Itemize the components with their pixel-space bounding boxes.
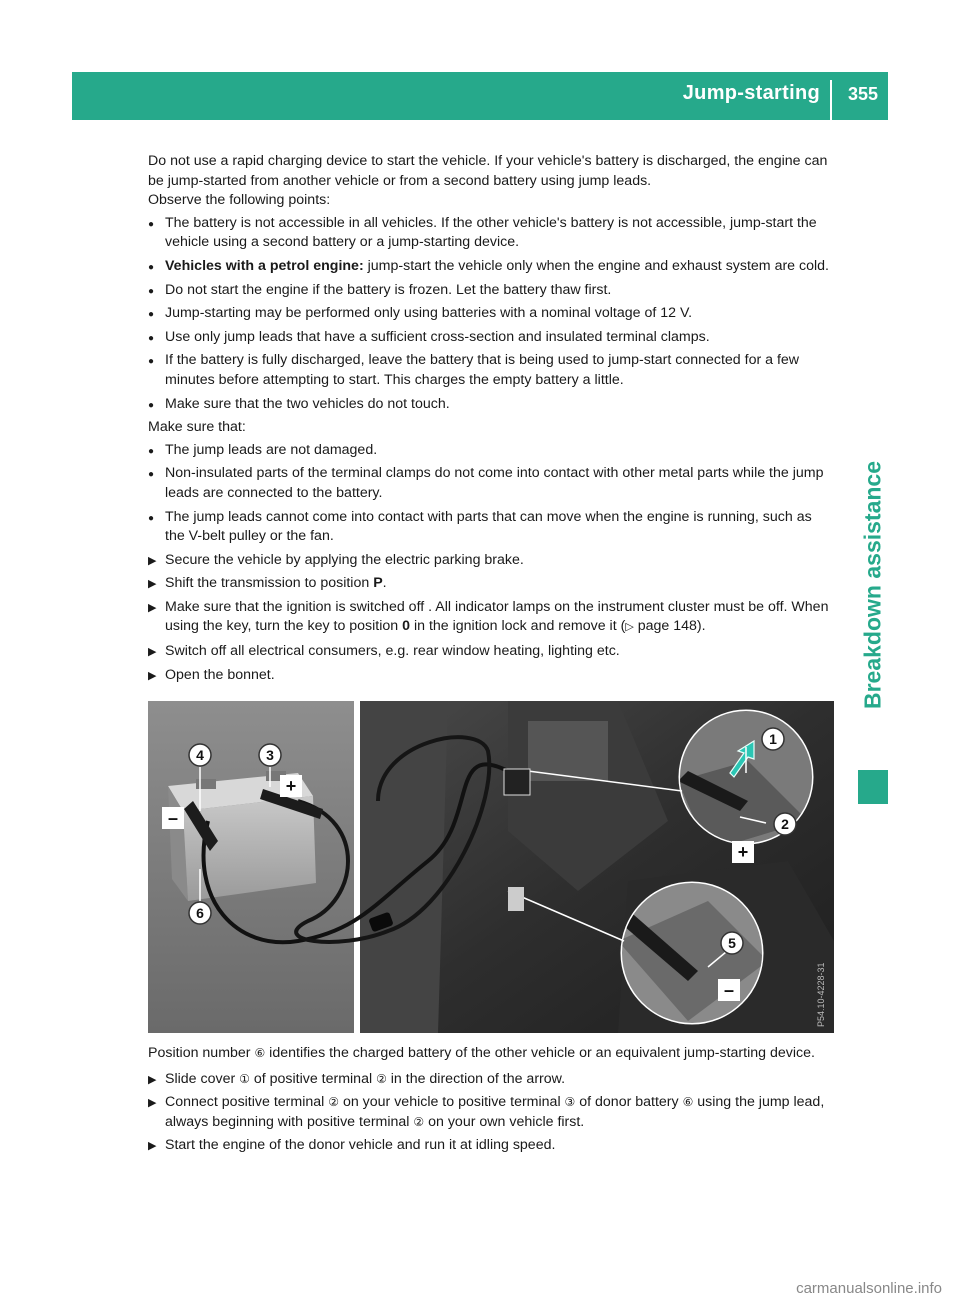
step-item: [148, 1093, 834, 1132]
final-steps-list: [148, 1070, 834, 1156]
plus-sign-battery: [280, 775, 302, 797]
points-list: [148, 214, 834, 414]
svg-text:2: 2: [781, 816, 789, 832]
side-tab: [858, 420, 888, 750]
list-item: ● Non-insulated parts of the terminal clamps do not come into contact with other metal parts while the jump leads are connected to the battery.: [148, 464, 834, 503]
fender-shape: [360, 701, 448, 1033]
list-item-text: jump-start the vehicle only when the engine and exhaust system are cold.: [363, 257, 829, 274]
circled-number: ⑥: [254, 1046, 266, 1060]
page-number: 355: [847, 84, 878, 104]
callout-3: [259, 744, 281, 766]
figure-code: P54.10-4228-31: [816, 962, 826, 1027]
main-content: [148, 152, 834, 689]
position-p: P: [373, 575, 383, 592]
header-bar: [72, 72, 888, 120]
list-item: ● The battery is not accessible in all vehicles. If the other vehicle's battery is not accessible, jump-start the vehicle using a second battery or a jump-starting device.: [148, 214, 834, 253]
list-item: ● Do not start the engine if the battery is frozen. Let the battery thaw first.: [148, 281, 834, 301]
intro-observe: Observe the following points:: [148, 192, 331, 209]
circled-number: ①: [239, 1071, 250, 1086]
watermark: carmanualsonline.info: [796, 1280, 942, 1297]
svg-text:6: 6: [196, 905, 204, 921]
svg-text:3: 3: [266, 747, 274, 763]
text: of donor battery: [575, 1094, 683, 1111]
text: Position number: [148, 1045, 255, 1061]
minus-sign-vehicle: [718, 979, 740, 1001]
callout-2: [774, 813, 796, 835]
side-tab-label: Breakdown assistance: [859, 460, 886, 710]
circled-number: ②: [376, 1071, 387, 1086]
callout-5: [721, 932, 743, 954]
terminal-block: [504, 769, 530, 795]
make-sure-list: [148, 441, 834, 686]
list-item: [148, 257, 834, 277]
make-sure-heading: Make sure that:: [148, 419, 246, 436]
after-figure-content: [148, 1044, 834, 1160]
page-reference-link[interactable]: page 148).: [633, 618, 706, 635]
text: of positive terminal: [249, 1070, 377, 1087]
svg-text:+: +: [285, 776, 297, 796]
text: on your vehicle to positive terminal: [339, 1094, 565, 1111]
list-item: ● Use only jump leads that have a sufficient cross-section and insulated terminal clamps.: [148, 328, 834, 348]
step-item: ▶ Switch off all electrical consumers, e.g. rear window heating, lighting etc.: [148, 642, 834, 662]
callout-1: [762, 728, 784, 750]
page-ref-icon: ▷: [625, 621, 634, 634]
callout-4: [189, 744, 211, 766]
step-item: [148, 598, 834, 638]
intro-paragraph: Do not use a rapid charging device to start the vehicle. If your vehicle's battery is discharged, the engine can be jump-started from another vehicle or from a second battery using jump leads.: [148, 153, 828, 189]
svg-text:–: –: [723, 980, 735, 1000]
step-item: ▶ Start the engine of the donor vehicle and run it at idling speed.: [148, 1136, 834, 1156]
section-title: Jump-starting: [682, 82, 820, 104]
list-item: ● The jump leads cannot come into contact with parts that can move when the engine is running, such as the V-belt pulley or the fan.: [148, 508, 834, 547]
step-item: ▶ Secure the vehicle by applying the electric parking brake.: [148, 551, 834, 571]
svg-text:1: 1: [769, 731, 777, 747]
step-item: [148, 574, 834, 594]
ground-bolt: [508, 887, 524, 911]
position-0: 0: [402, 618, 411, 635]
step-item: [148, 1070, 834, 1090]
text: Connect positive terminal: [165, 1094, 329, 1111]
circled-number: ②: [328, 1095, 339, 1110]
side-tab-marker: [858, 770, 888, 804]
position-note: [148, 1044, 834, 1064]
circled-number: ③: [564, 1095, 576, 1110]
illustration-svg: [148, 701, 834, 1033]
text: identifies the charged battery of the other vehicle or an equivalent jump-starting device.: [265, 1045, 815, 1061]
svg-text:5: 5: [728, 935, 736, 951]
header-divider: [830, 80, 832, 120]
step-text: Make sure that the ignition is switched off . All indicator lamps on the instrument cluster must be off. When using the key, turn the key to position: [165, 598, 829, 635]
list-item: ● Make sure that the two vehicles do not touch.: [148, 395, 834, 415]
list-item: ● The jump leads are not damaged.: [148, 441, 834, 461]
svg-text:–: –: [167, 808, 179, 828]
bold-lead: Vehicles with a petrol engine:: [165, 257, 364, 274]
circled-number: ⑥: [682, 1095, 694, 1110]
plus-sign-vehicle: [732, 841, 754, 863]
minus-sign-battery: [162, 807, 184, 829]
text: on your own vehicle first.: [424, 1113, 585, 1130]
text: Slide cover: [165, 1070, 240, 1087]
svg-text:+: +: [737, 842, 749, 862]
step-text: in the ignition lock and remove it (: [410, 618, 626, 635]
callout-6: [189, 902, 211, 924]
step-text: Shift the transmission to position: [165, 575, 374, 592]
jump-start-illustration: [148, 701, 834, 1033]
step-item: ▶ Open the bonnet.: [148, 666, 834, 686]
circled-number: ②: [413, 1114, 425, 1129]
list-item: ● If the battery is fully discharged, leave the battery that is being used to jump-start connected for a few minutes before attempting to start. This charges the empty battery a little.: [148, 351, 834, 390]
svg-text:4: 4: [196, 747, 204, 763]
text: using the jump lead, always beginning with positive terminal: [165, 1094, 825, 1130]
text: in the direction of the arrow.: [386, 1070, 566, 1087]
list-item: ● Jump-starting may be performed only using batteries with a nominal voltage of 12 V.: [148, 304, 834, 324]
step-text: .: [382, 575, 387, 592]
